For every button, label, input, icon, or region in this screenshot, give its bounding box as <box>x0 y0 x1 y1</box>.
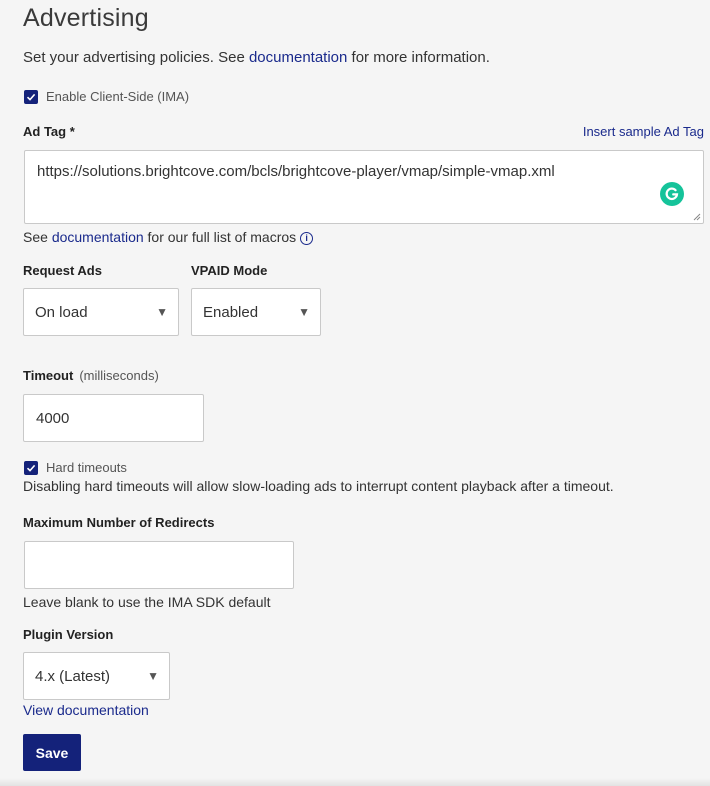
timeout-label-text: Timeout <box>23 368 74 383</box>
bottom-shadow <box>0 778 710 786</box>
enable-ima-label: Enable Client-Side (IMA) <box>46 89 190 105</box>
ad-tag-label: Ad Tag * <box>23 124 75 139</box>
page-title: Advertising <box>23 4 149 32</box>
intro-text-after: for more information. <box>347 49 490 66</box>
caret-down-icon: ▼ <box>147 669 159 683</box>
hard-timeouts-row <box>24 459 127 475</box>
plugin-version-select[interactable] <box>23 652 170 700</box>
grammarly-icon[interactable] <box>660 182 684 206</box>
intro-text-before: Set your advertising policies. See <box>23 49 249 66</box>
check-icon <box>26 92 36 102</box>
timeout-label <box>23 368 159 383</box>
plugin-version-value: 4.x (Latest) <box>35 667 111 685</box>
timeout-unit: (milliseconds) <box>79 368 159 383</box>
macros-documentation-link[interactable]: documentation <box>51 229 144 245</box>
timeout-value: 4000 <box>36 409 70 427</box>
caret-down-icon: ▼ <box>156 305 168 319</box>
intro-text <box>23 49 490 66</box>
timeout-input[interactable] <box>23 394 204 442</box>
request-ads-value: On load <box>35 303 88 321</box>
hard-timeouts-label: Hard timeouts <box>46 460 127 476</box>
enable-ima-checkbox[interactable] <box>24 90 38 104</box>
ad-tag-textarea[interactable] <box>24 150 704 224</box>
enable-ima-row <box>24 88 189 104</box>
save-button[interactable]: Save <box>23 734 81 771</box>
macros-note-before: See <box>23 229 52 245</box>
max-redirects-help: Leave blank to use the IMA SDK default <box>23 594 271 610</box>
plugin-version-label: Plugin Version <box>23 627 114 642</box>
request-ads-select[interactable] <box>23 288 179 336</box>
resize-grip-icon[interactable] <box>693 213 701 221</box>
max-redirects-label: Maximum Number of Redirects <box>23 515 215 530</box>
vpaid-mode-label: VPAID Mode <box>191 263 268 278</box>
intro-documentation-link[interactable]: documentation <box>248 49 348 66</box>
insert-sample-ad-tag-link[interactable]: Insert sample Ad Tag <box>582 124 704 139</box>
macros-note <box>23 229 313 245</box>
caret-down-icon: ▼ <box>298 305 310 319</box>
info-icon[interactable]: i <box>300 232 313 245</box>
hard-timeouts-checkbox[interactable] <box>24 461 38 475</box>
request-ads-label: Request Ads <box>23 263 102 278</box>
check-icon <box>26 463 36 473</box>
vpaid-mode-select[interactable] <box>191 288 321 336</box>
vpaid-mode-value: Enabled <box>203 303 259 321</box>
max-redirects-input[interactable] <box>24 541 294 589</box>
view-documentation-link[interactable]: View documentation <box>23 702 149 718</box>
ad-tag-value: https://solutions.brightcove.com/bcls/brightcove-player/vmap/simple-vmap.xml <box>37 163 555 180</box>
macros-note-after: for our full list of macros <box>143 229 297 245</box>
hard-timeouts-description: Disabling hard timeouts will allow slow-loading ads to interrupt content playback after a timeout. <box>23 478 614 494</box>
